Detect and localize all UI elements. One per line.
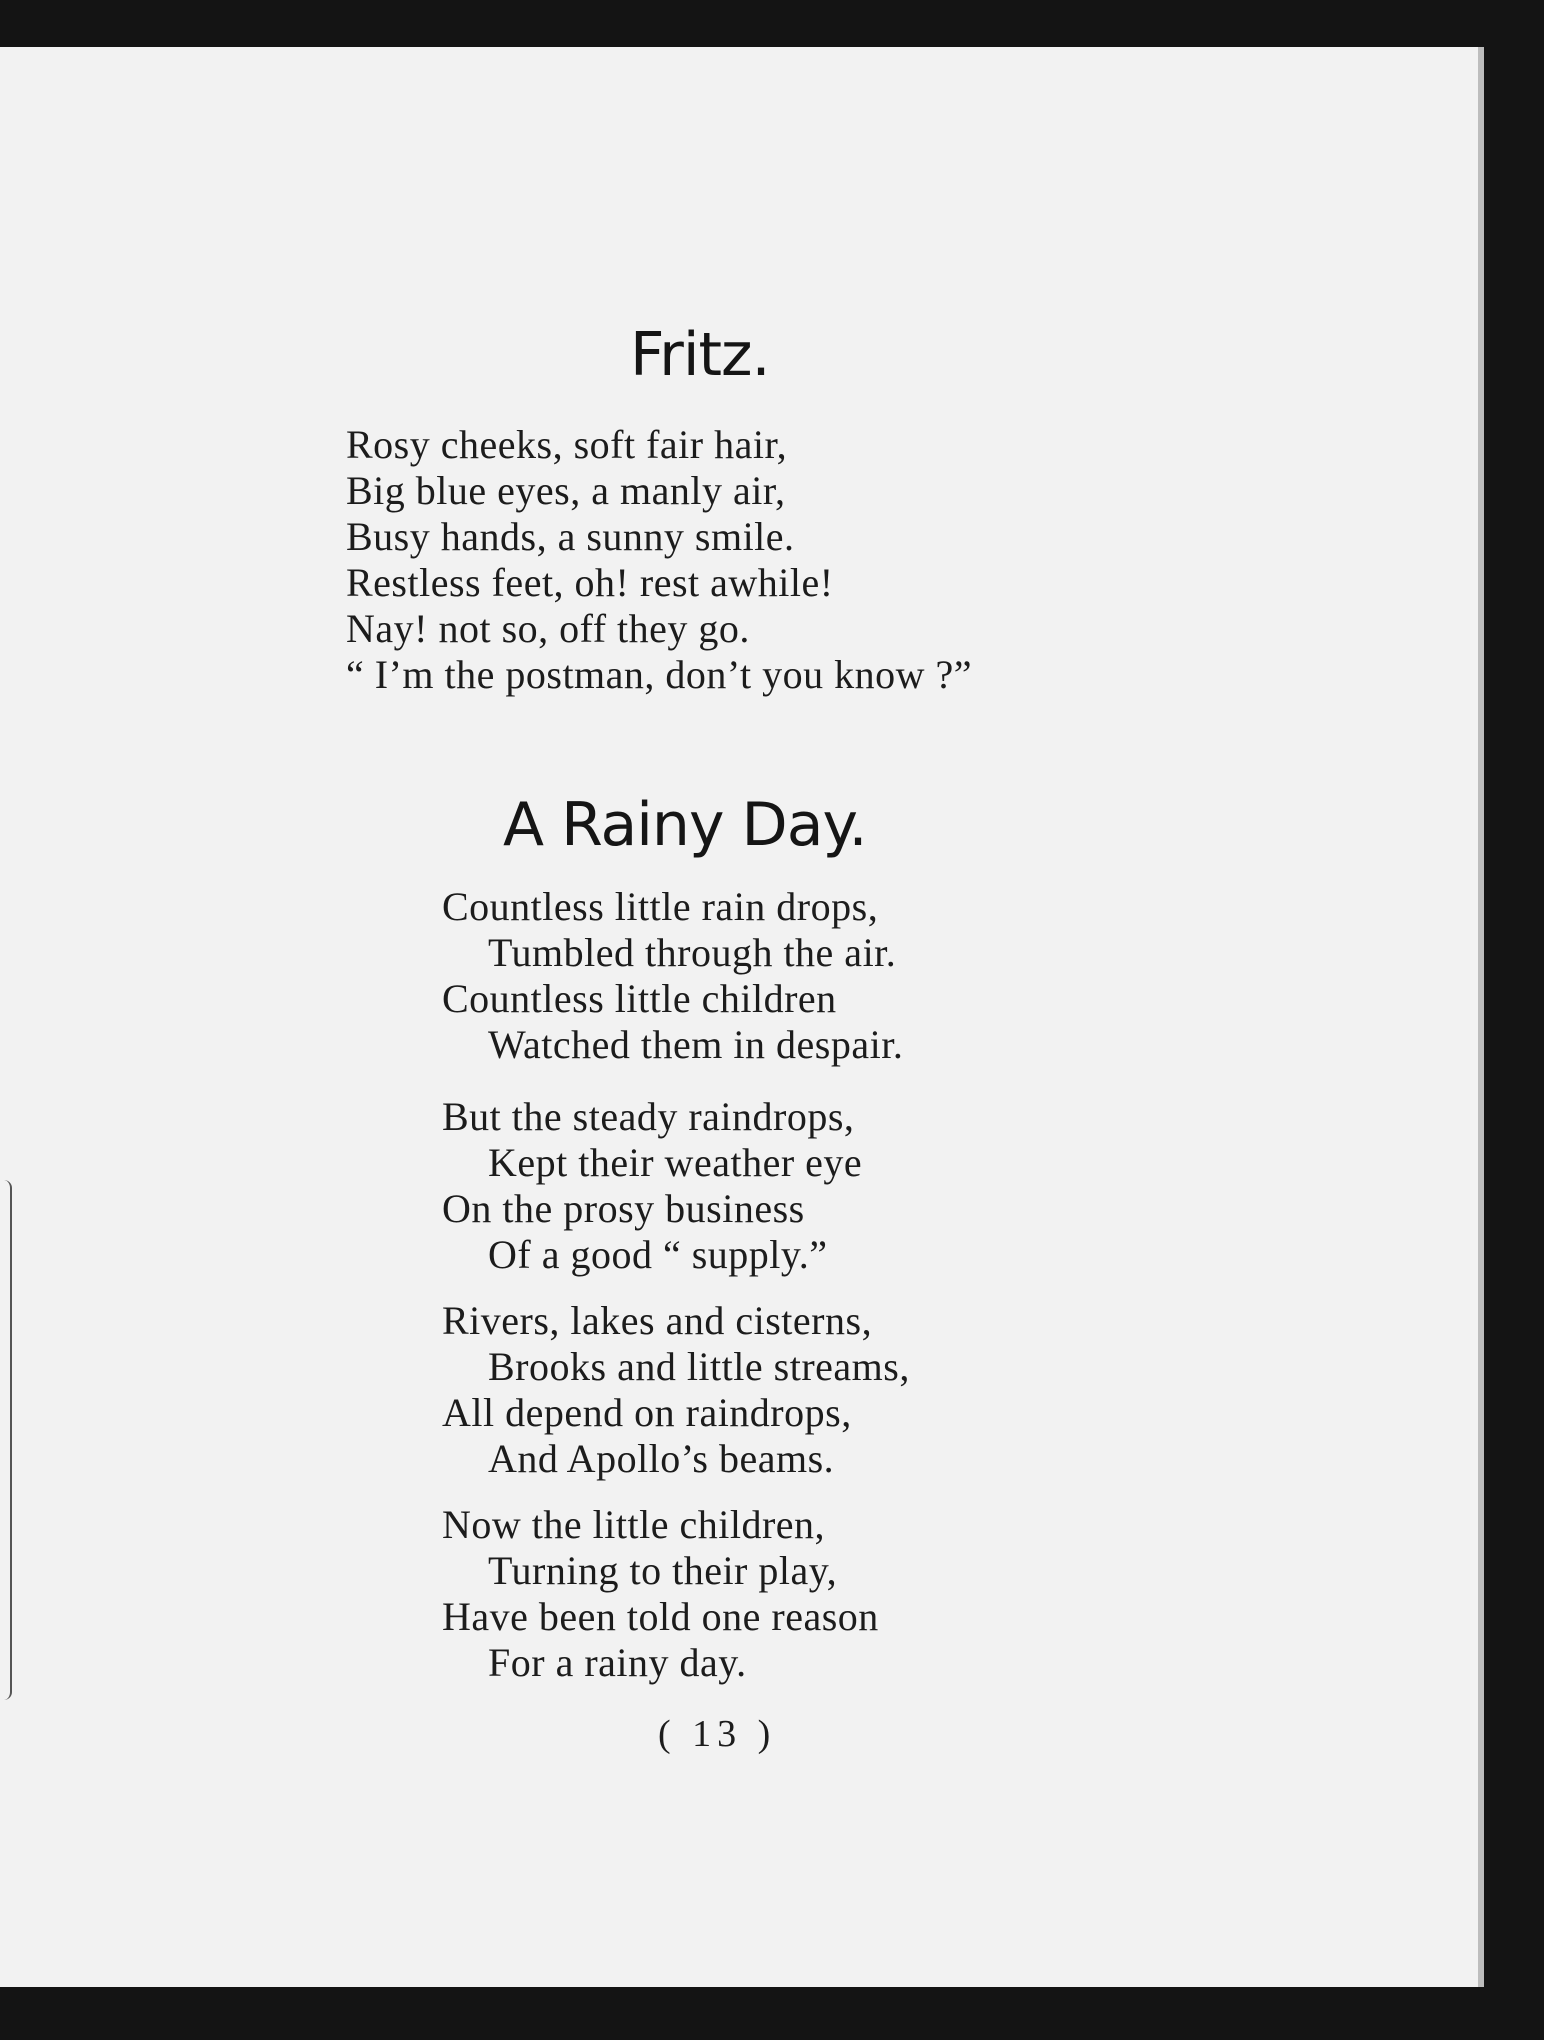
- poem-line: Turning to their play,: [488, 1548, 838, 1593]
- poem-stanza: [442, 1298, 910, 1482]
- poem-line: Restless feet, oh! rest awhile!: [346, 560, 834, 605]
- poem-line: Tumbled through the air.: [488, 930, 897, 975]
- poem-line: All depend on raindrops,: [442, 1390, 852, 1435]
- poem-title-fritz: Fritz.: [630, 320, 770, 390]
- poem-line: Nay! not so, off they go.: [346, 606, 750, 651]
- poem-line: Busy hands, a sunny smile.: [346, 514, 795, 559]
- poem-line: On the prosy business: [442, 1186, 805, 1231]
- poem-line: “ I’m the postman, don’t you know ?”: [346, 652, 973, 697]
- poem-line: For a rainy day.: [488, 1640, 747, 1685]
- page-number: ( 13 ): [658, 1713, 777, 1755]
- poem-line: Kept their weather eye: [488, 1140, 863, 1185]
- poem-line: Of a good “ supply.”: [488, 1232, 828, 1277]
- poem-line: Watched them in despair.: [488, 1022, 904, 1067]
- poem-line: Rivers, lakes and cisterns,: [442, 1298, 873, 1343]
- poem-stanza: [442, 884, 903, 1068]
- poem-line: Countless little children: [442, 976, 837, 1021]
- poem-title-a-rainy-day: A Rainy Day.: [503, 790, 867, 860]
- poem-stanza: [442, 1094, 862, 1278]
- page-edge: [1478, 47, 1484, 1987]
- poem-stanza: [346, 422, 972, 698]
- poem-line: And Apollo’s beams.: [488, 1436, 835, 1481]
- poem-line: Have been told one reason: [442, 1594, 879, 1639]
- poem-line: But the steady raindrops,: [442, 1094, 855, 1139]
- poem-line: Big blue eyes, a manly air,: [346, 468, 786, 513]
- poem-line: Now the little children,: [442, 1502, 826, 1547]
- poem-line: Countless little rain drops,: [442, 884, 879, 929]
- poem-line: Brooks and little streams,: [488, 1344, 910, 1389]
- poem-line: Rosy cheeks, soft fair hair,: [346, 422, 788, 467]
- binding-edge: [0, 1180, 12, 1700]
- poem-stanza: [442, 1502, 879, 1686]
